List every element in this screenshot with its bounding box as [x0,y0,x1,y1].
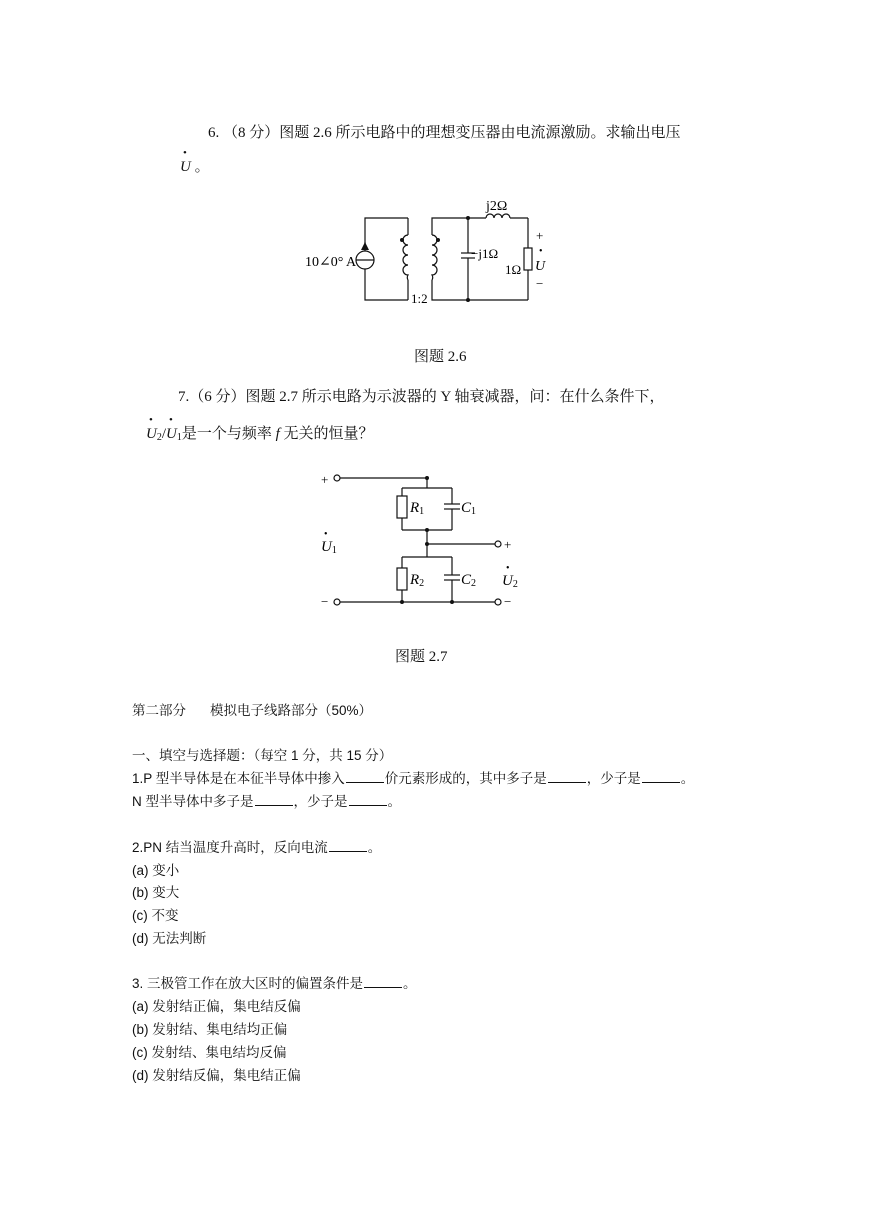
figure-2-6 [290,190,580,310]
part2-heading-b: 模拟电子线路部分（50%） [210,703,373,718]
fig26-caption: 图题 2.6 [414,349,467,365]
q3-option-b: (b) 发射结、集电结均正偏 [132,1022,288,1037]
fig27-u1-label: U1 [321,539,337,556]
q7-line2: • $U_2/•$ $U_1$是一个与频率 f 无关的恒量？ [146,422,374,443]
q3-option-d: (d) 发射结反偏，集电结正偏 [132,1068,301,1083]
q1-blank-2[interactable] [548,770,586,783]
fig26-minus: − [536,276,544,291]
fig26-plus: + [536,228,544,243]
q6-line2-tail: 。 [194,159,210,175]
part2-heading-a: 第二部分 [132,703,186,718]
q3-option-a: (a) 发射结正偏，集电结反偏 [132,999,301,1014]
q2-option-c: (c) 不变 [132,908,179,923]
q1-blank-4[interactable] [255,793,293,806]
fig26-res-label: 1Ω [505,262,522,277]
q7-line2-tail: 是一个与频率 [181,426,272,442]
q3-option-c: (c) 发射结、集电结均反偏 [132,1045,287,1060]
fig26-resistor [524,248,532,270]
q3-blank[interactable] [364,975,402,988]
fig27-r2 [397,568,407,590]
q7-u2: • $U_2$ [146,426,162,442]
q3-stem: 3. 三极管工作在放大区时的偏置条件是 。 [132,976,417,991]
q1-line2: N 型半导体中多子是 ，少子是 。 [132,794,401,809]
fig27-r1 [397,496,407,518]
svg-text:•: • [506,563,510,574]
fig26-inductor-label: j2Ω [486,199,508,214]
fig26-inductor [486,214,510,218]
q2-option-a: (a) 变小 [132,863,180,878]
fig26-out-label: U [535,259,546,274]
fig26-primary-coil [403,235,408,280]
figure-2-7 [315,465,535,615]
fig26-ratio-label: 1:2 [411,291,428,306]
q1-blank-5[interactable] [349,793,387,806]
fig27-caption: 图题 2.7 [395,649,448,665]
q6-u-symbol: • U [180,159,191,175]
section1-title: 一、填空与选择题：（每空 1 分，共 15 分） [132,748,393,763]
fig27-r1-label: R1 [410,500,425,517]
fig26-source-label: 10∠0° A [305,255,357,270]
q7-line2-end: 无关的恒量？ [283,426,374,442]
q7-u1: • $U_1$ [166,426,182,442]
q7-f: f [275,426,280,442]
q2-option-d: (d) 无法判断 [132,931,207,946]
fig27-plus-in: + [321,472,329,487]
svg-text:•: • [324,529,328,540]
q7-line1: 7.（6 分）图题 2.7 所示电路为示波器的 Y 轴衰减器，问：在什么条件下， [178,389,665,405]
q1-blank-3[interactable] [642,770,680,783]
q2-option-b: (b) 变大 [132,885,180,900]
fig27-minus-in: − [321,594,329,609]
fig27-c2-label: C2 [461,572,477,589]
q6-line1: 6. （8 分）图题 2.6 所示电路中的理想变压器由电流源激励。求输出电压 [208,125,681,141]
q1-line1: 1.P 型半导体是在本征半导体中掺入 价元素形成的，其中多子是 ，少子是 。 [132,771,695,786]
fig27-plus-out: + [504,537,512,552]
fig26-cap-label: −j1Ω [471,246,499,261]
svg-text:•: • [539,246,543,257]
q6-line2 [180,155,210,176]
q2-blank[interactable] [329,839,367,852]
fig27-c1-label: C1 [461,500,477,517]
fig27-minus-out: − [504,594,512,609]
q1-blank-1[interactable] [346,770,384,783]
fig27-u2-label: U2 [502,573,518,590]
q2-stem: 2.PN 结当温度升高时，反向电流 。 [132,840,382,855]
fig26-secondary-coil [432,235,437,280]
fig27-r2-label: R2 [410,572,425,589]
